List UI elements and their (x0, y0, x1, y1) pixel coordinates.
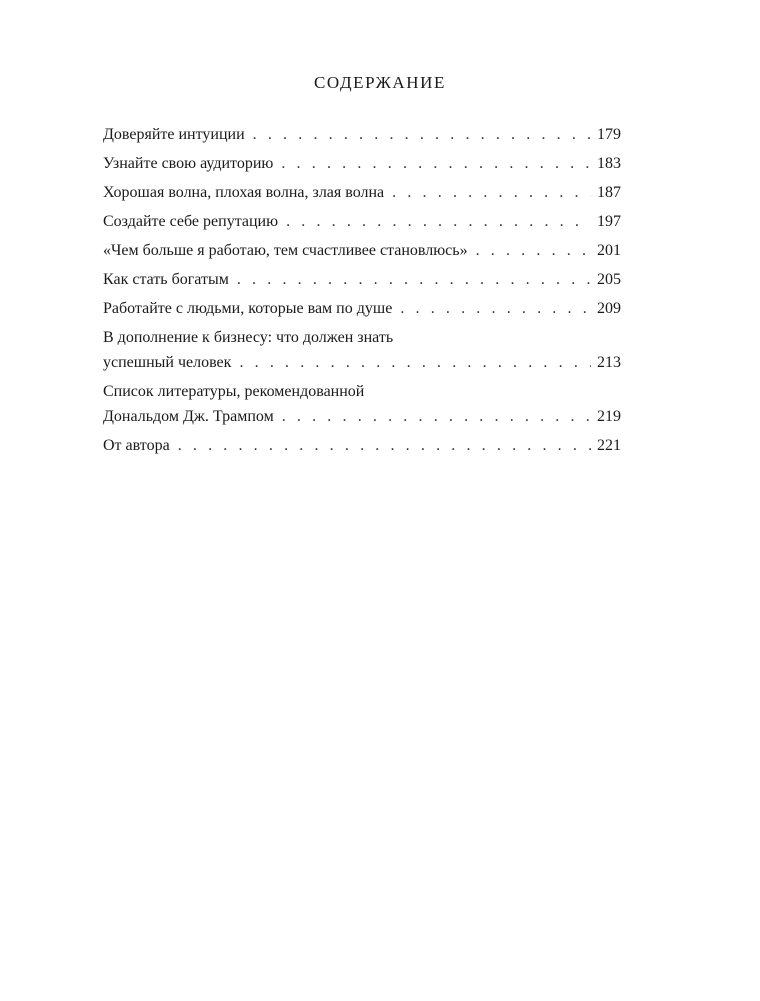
toc-entry[interactable] (103, 151, 621, 176)
toc-entry[interactable] (103, 180, 621, 205)
toc-entry-page: 213 (597, 354, 621, 371)
toc-entry-title: Доверяйте интуиции (103, 126, 245, 143)
toc-entry-title-line-2: успешный человек (103, 354, 232, 371)
toc-entry-title: Как стать богатым (103, 271, 229, 288)
toc-entry[interactable] (103, 296, 621, 321)
toc-entry-page: 179 (597, 126, 621, 143)
dot-leader (239, 350, 591, 375)
toc-entry-page: 219 (597, 408, 621, 425)
toc-entry-title: Хорошая волна, плохая волна, злая волна (103, 184, 385, 201)
toc-entry-title-line-1: В дополнение к бизнесу: что должен знать (103, 329, 394, 346)
dot-leader (282, 404, 591, 429)
toc-entry-page: 197 (597, 213, 621, 230)
toc-entry[interactable] (103, 267, 621, 292)
dot-leader (286, 209, 591, 234)
toc-entry-title-line-2: Дональдом Дж. Трампом (103, 408, 274, 425)
toc-entry-title: Узнайте свою аудиторию (103, 155, 274, 172)
toc-entry-page: 187 (597, 184, 621, 201)
toc-entry-title: Создайте себе репутацию (103, 213, 279, 230)
toc-entry[interactable] (103, 122, 621, 147)
toc-entry-title: «Чем больше я работаю, тем счастливее становлюсь» (103, 242, 468, 259)
toc-entry-page: 183 (597, 155, 621, 172)
toc-entry-page: 201 (597, 242, 621, 259)
dot-leader (178, 433, 591, 458)
toc-title: СОДЕРЖАНИЕ (313, 73, 447, 92)
dot-leader (392, 180, 591, 205)
toc-entry[interactable] (103, 238, 621, 263)
toc-entry-title: Работайте с людьми, которые вам по душе (103, 300, 393, 317)
toc-entry-page: 221 (597, 437, 621, 454)
toc-entry-page: 205 (597, 271, 621, 288)
toc-entry[interactable] (103, 209, 621, 234)
dot-leader (476, 238, 591, 263)
toc-list (103, 122, 621, 462)
toc-entry-title-line-1: Список литературы, рекомендованной (103, 383, 365, 400)
toc-entry[interactable] (103, 325, 621, 375)
toc-entry-title: От автора (103, 437, 170, 454)
dot-leader (237, 267, 591, 292)
toc-entry[interactable] (103, 379, 621, 429)
dot-leader (281, 151, 591, 176)
dot-leader (253, 122, 591, 147)
dot-leader (400, 296, 591, 321)
toc-entry[interactable] (103, 433, 621, 458)
toc-entry-page: 209 (597, 300, 621, 317)
